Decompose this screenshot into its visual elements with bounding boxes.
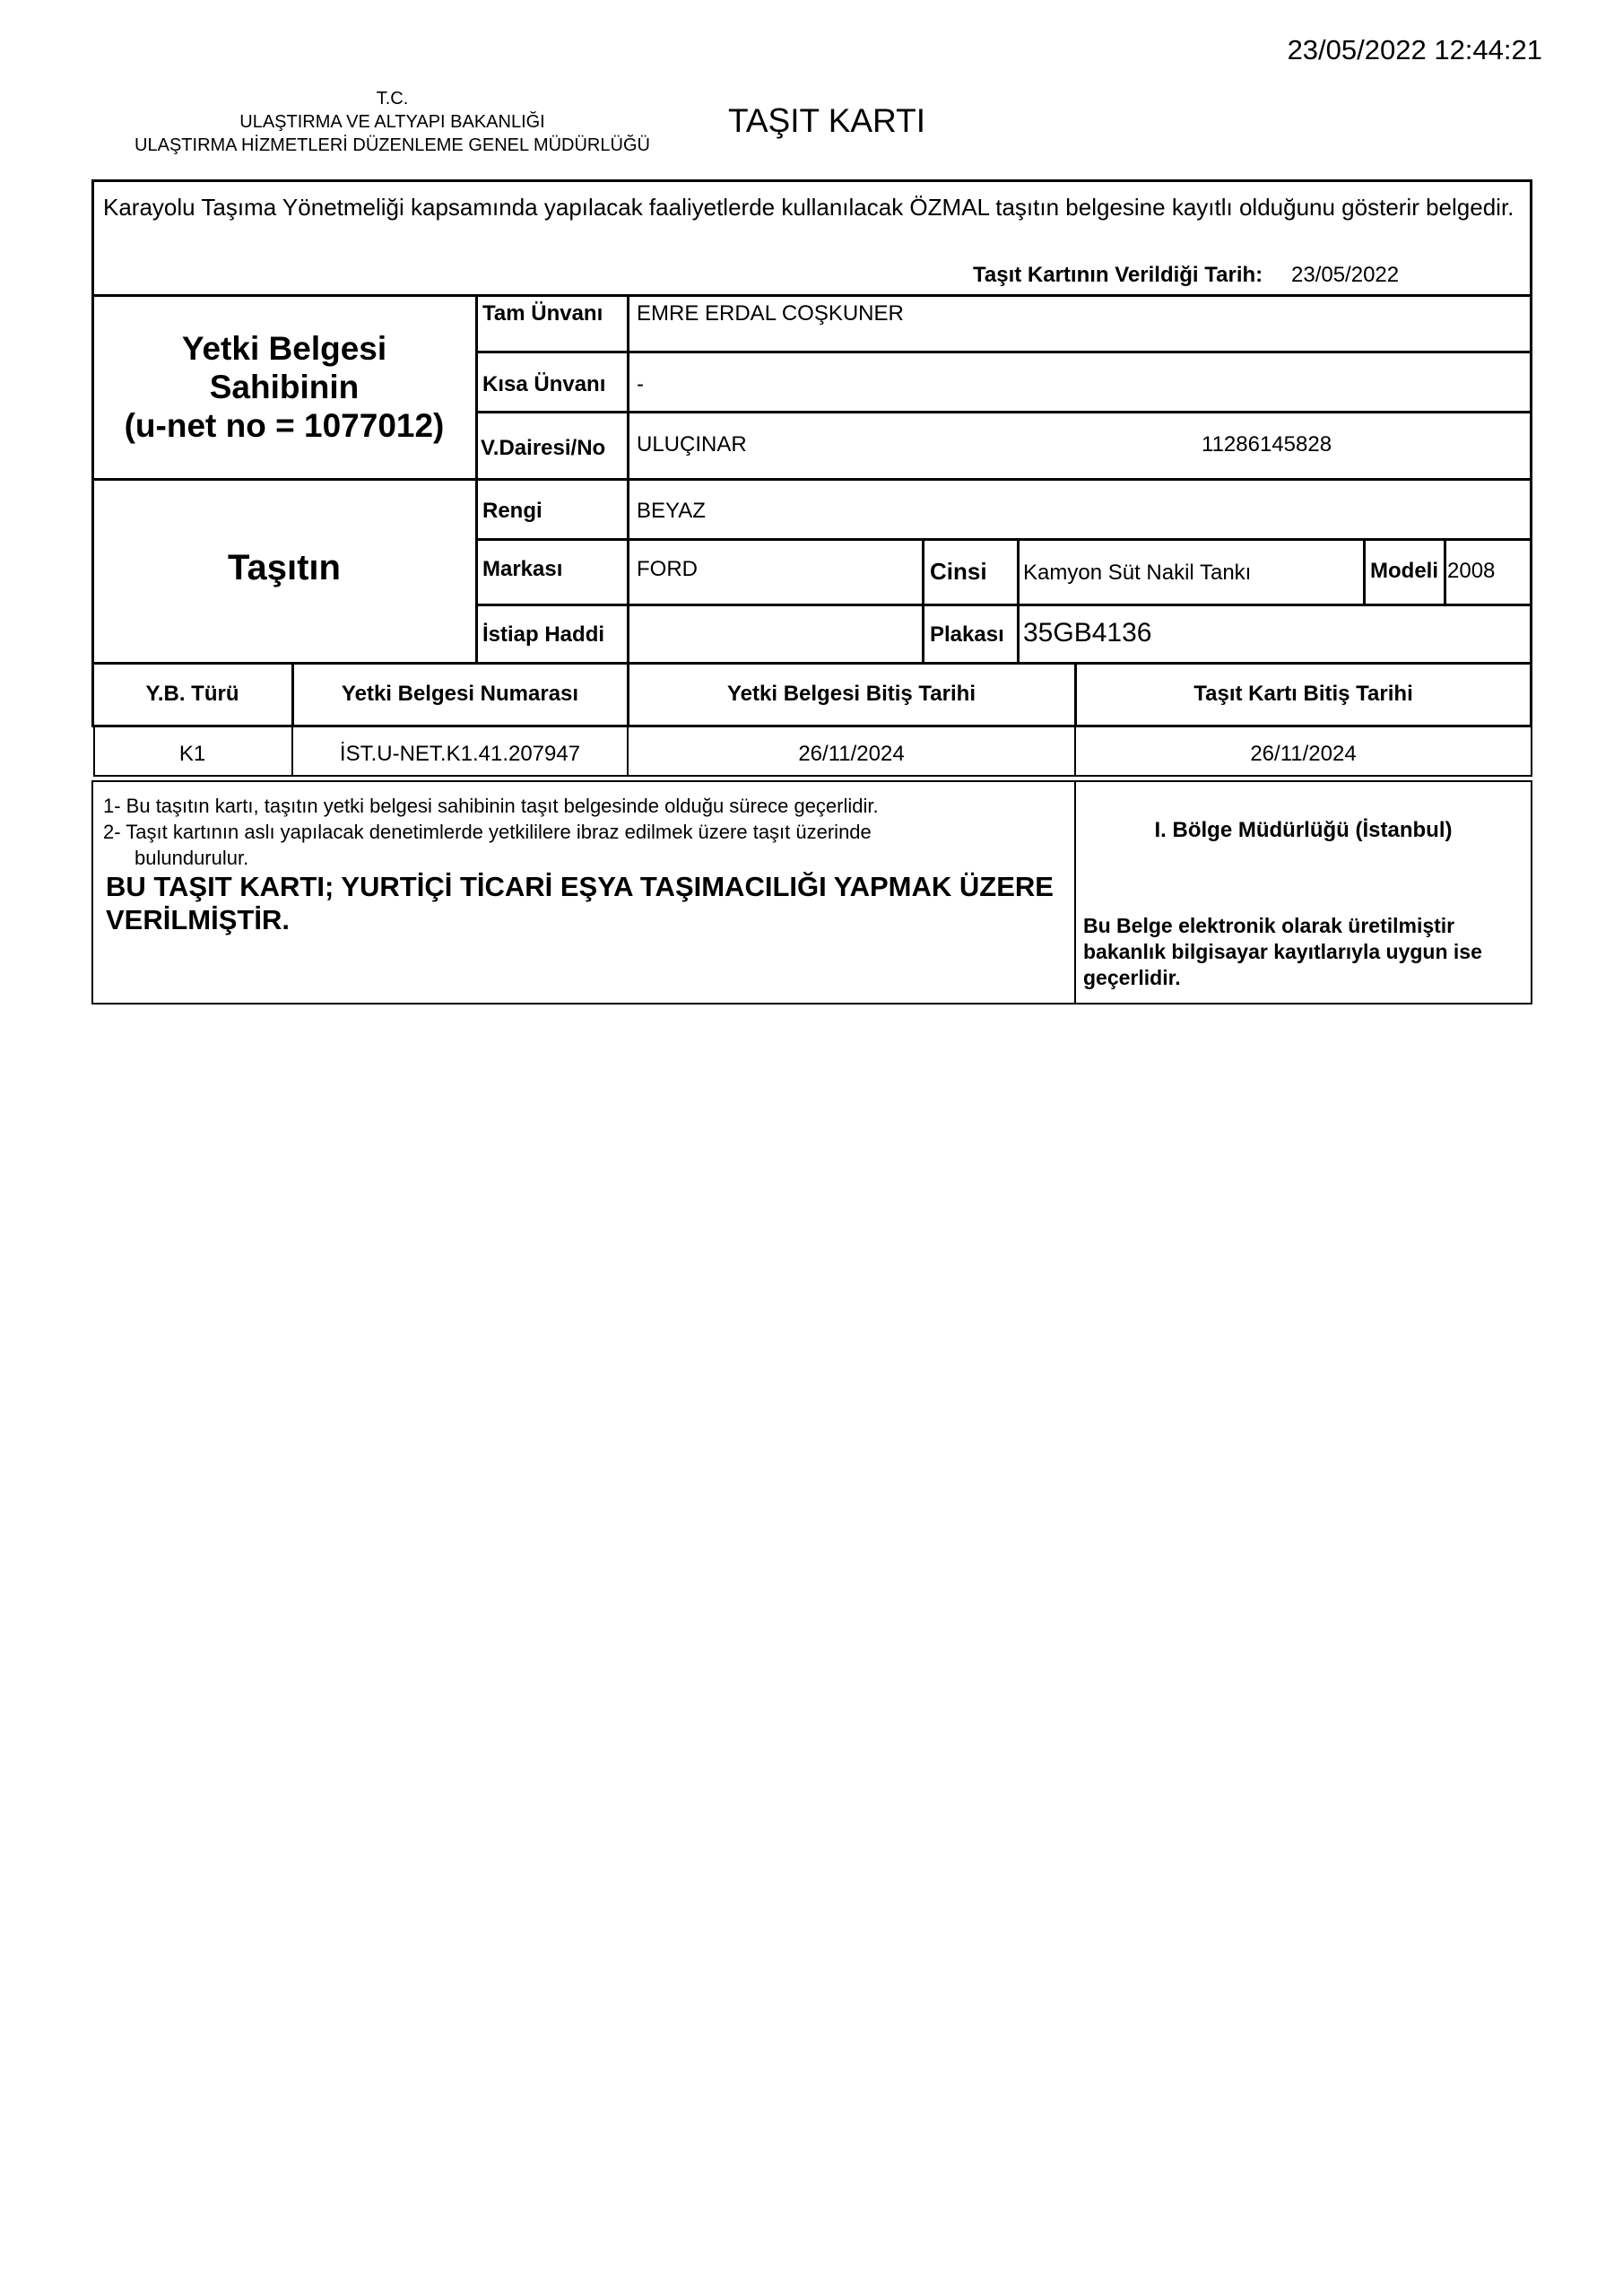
vline-labels-left (475, 294, 478, 662)
capacity-label: İstiap Haddi (482, 622, 605, 647)
tax-office-value: ULUÇINAR (637, 432, 747, 457)
vline-notes (1074, 780, 1076, 1004)
electronic-line2: bakanlık bilgisayar kayıtlarıyla uygun ise (1083, 940, 1482, 963)
color-label: Rengi (482, 499, 542, 523)
vline-model-value (1444, 538, 1446, 604)
divider-row-color (475, 538, 1531, 541)
plate-label: Plakası (930, 622, 1004, 647)
vline-values-left (627, 294, 629, 727)
purpose-line2: VERİLMİŞTİR. (106, 904, 290, 935)
intro-text: Karayolu Taşıma Yönetmeliği kapsamında yapılacak faaliyetlerde kullanılacak ÖZMAL taşıtın belgesine kayıtlı olduğunu gösterir belgedir. (103, 194, 1515, 221)
table-header-number: Yetki Belgesi Numarası (341, 682, 579, 706)
ministry-header (103, 87, 681, 157)
vehicle-title: Taşıtın (228, 548, 341, 587)
divider-row-shortname (475, 411, 1531, 413)
short-name-value: - (637, 372, 644, 396)
holder-title-line3: (u-net no = 1077012) (124, 407, 445, 444)
purpose-line1: BU TAŞIT KARTI; YURTİÇİ TİCARİ EŞYA TAŞIMACILIĞI YAPMAK ÜZERE (106, 871, 1054, 902)
vline-cinsi-left (922, 538, 924, 662)
notes-list (103, 793, 1067, 871)
note-2-line1: 2- Taşıt kartının aslı yapılacak denetimlerde yetkililere ibraz edilmek üzere taşıt üzerinde (103, 821, 872, 843)
row-card-end: 26/11/2024 (1250, 742, 1357, 766)
row-permit-end: 26/11/2024 (798, 742, 905, 766)
document-title: TAŞIT KARTI (728, 102, 925, 139)
type-label: Cinsi (930, 558, 987, 585)
table-header-card-end: Taşıt Kartı Bitiş Tarihi (1193, 682, 1413, 706)
vline-model-left (1363, 538, 1366, 604)
table-header-type: Y.B. Türü (145, 682, 239, 706)
row-number: İST.U-NET.K1.41.207947 (339, 742, 581, 766)
brand-label: Markası (482, 557, 563, 581)
divider-vehicle (93, 662, 1531, 665)
purpose-statement (106, 870, 1070, 936)
holder-title (93, 329, 475, 445)
full-name-value: EMRE ERDAL COŞKUNER (637, 301, 904, 326)
vline-cinsi-value (1017, 538, 1020, 604)
divider-row-fullname (475, 351, 1531, 353)
divider-row-brand (475, 604, 1531, 606)
model-value: 2008 (1447, 559, 1496, 583)
regional-office: I. Bölge Müdürlüğü (İstanbul) (1154, 818, 1453, 842)
note-2-line2: bulundurulur. (135, 847, 249, 869)
table-header-permit-end: Yetki Belgesi Bitiş Tarihi (727, 682, 976, 706)
tax-number-value: 11286145828 (1202, 432, 1332, 457)
holder-title-line1: Yetki Belgesi (181, 330, 387, 367)
vline-plate-value (1017, 604, 1020, 662)
color-value: BEYAZ (637, 499, 706, 523)
row-type: K1 (178, 742, 206, 766)
electronic-note (1083, 913, 1527, 991)
directorate-name: ULAŞTIRMA HİZMETLERİ DÜZENLEME GENEL MÜDÜRLÜĞÜ (135, 135, 650, 155)
short-name-label: Kısa Ünvanı (482, 372, 606, 396)
tc-label: T.C. (376, 89, 409, 109)
full-name-label: Tam Ünvanı (482, 301, 603, 326)
ministry-name: ULAŞTIRMA VE ALTYAPI BAKANLIĞI (239, 112, 545, 132)
tax-label: V.Dairesi/No (481, 436, 606, 460)
model-label: Modeli (1370, 559, 1438, 583)
divider-holder (93, 478, 1531, 481)
electronic-line1: Bu Belge elektronik olarak üretilmiştir (1083, 914, 1455, 937)
holder-title-line2: Sahibinin (209, 369, 360, 405)
note-1: 1- Bu taşıtın kartı, taşıtın yetki belgesi sahibinin taşıt belgesinde olduğu sürece geçerlidir. (103, 795, 879, 817)
issue-date: 23/05/2022 (1291, 263, 1400, 287)
brand-value: FORD (637, 557, 698, 581)
divider-intro (93, 294, 1531, 297)
electronic-line3: geçerlidir. (1083, 966, 1181, 989)
issue-date-label: Taşıt Kartının Verildiği Tarih: (973, 263, 1263, 287)
print-timestamp: 23/05/2022 12:44:21 (1287, 34, 1542, 65)
type-value: Kamyon Süt Nakil Tankı (1023, 561, 1252, 585)
plate-value: 35GB4136 (1023, 618, 1152, 648)
